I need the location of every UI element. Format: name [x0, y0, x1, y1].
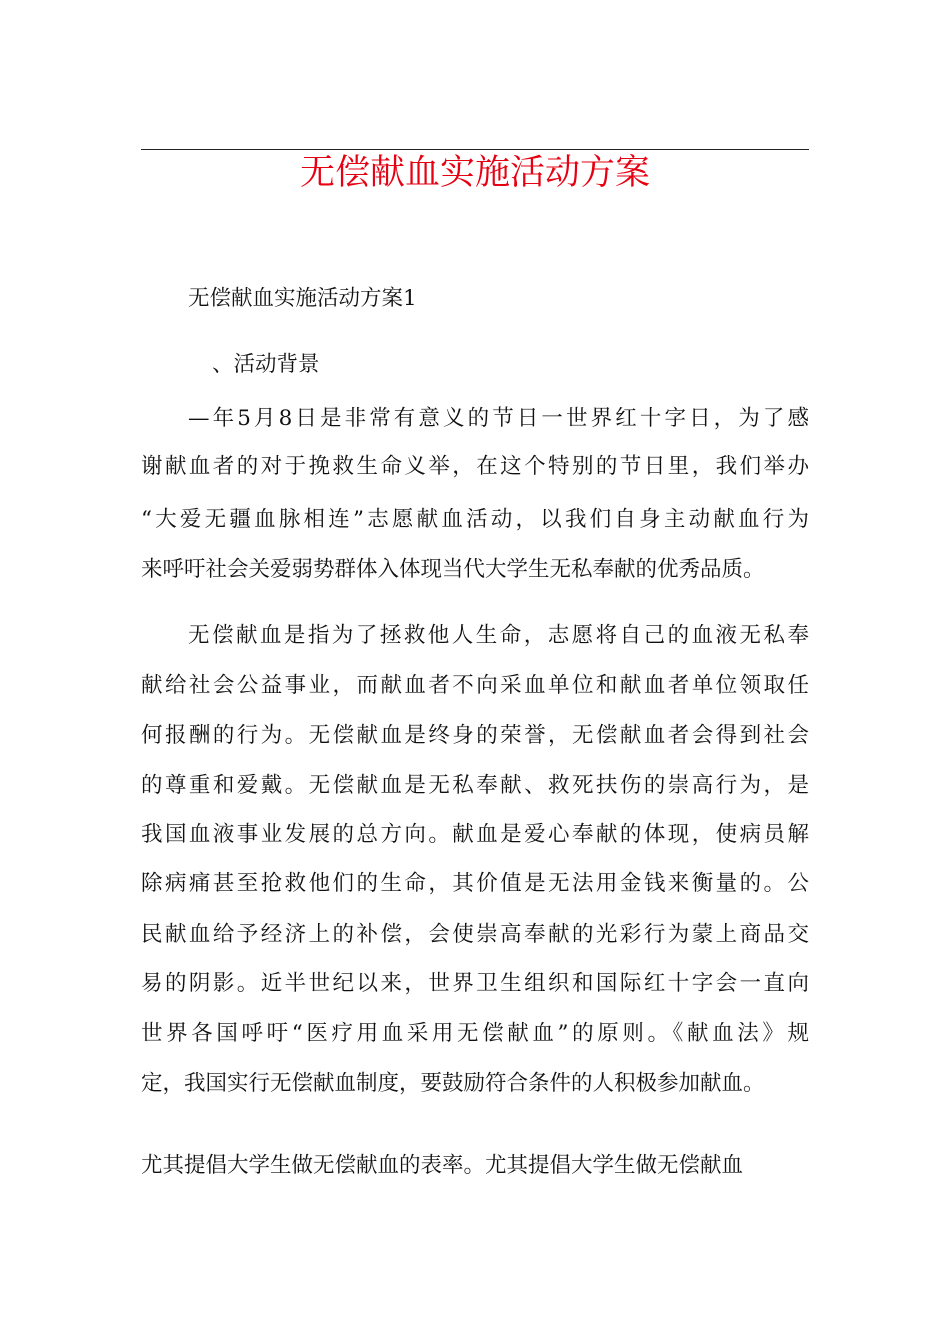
section-heading: 、活动背景	[212, 352, 320, 377]
paragraph1-line: 谢献血者的对于挽救生命义举，在这个特别的节日里，我们举办	[141, 454, 809, 479]
paragraph2-line: 我国血液事业发展的总方向。献血是爱心奉献的体现，使病员解	[141, 822, 809, 847]
paragraph2-line: 民献血给予经济上的补偿，会使崇高奉献的光彩行为蒙上商品交	[141, 922, 809, 947]
paragraph1-line: “大爱无疆血脉相连”志愿献血活动，以我们自身主动献血行为	[141, 507, 809, 532]
document-title: 无偿献血实施活动方案	[299, 153, 650, 193]
paragraph2-line: 世界各国呼吁“医疗用血采用无偿献血”的原则。《献血法》规	[141, 1021, 809, 1046]
paragraph1-line: —年5月8日是非常有意义的节日一世界红十字日，为了感	[188, 406, 809, 431]
paragraph2-line: 何报酬的行为。无偿献血是终身的荣誉，无偿献血者会得到社会	[141, 723, 809, 748]
paragraph1-line: 来呼吁社会关爱弱势群体入体现当代大学生无私奉献的优秀品质。	[141, 557, 765, 582]
paragraph2-line: 的尊重和爱戴。无偿献血是无私奉献、救死扶伤的崇高行为，是	[141, 773, 809, 798]
document-subtitle: 无偿献血实施活动方案1	[188, 286, 417, 311]
paragraph2-line: 献给社会公益事业，而献血者不向采血单位和献血者单位领取任	[141, 673, 809, 698]
paragraph3-line: 尤其提倡大学生做无偿献血的表率。尤其提倡大学生做无偿献血	[141, 1153, 744, 1178]
paragraph2-line: 无偿献血是指为了拯救他人生命，志愿将自己的血液无私奉	[188, 623, 809, 648]
paragraph2-line: 易的阴影。近半世纪以来，世界卫生组织和国际红十字会一直向	[141, 971, 809, 996]
paragraph2-line: 除病痛甚至抢救他们的生命，其价值是无法用金钱来衡量的。公	[141, 871, 809, 896]
paragraph2-line: 定，我国实行无偿献血制度，要鼓励符合条件的人积极参加献血。	[141, 1071, 765, 1096]
